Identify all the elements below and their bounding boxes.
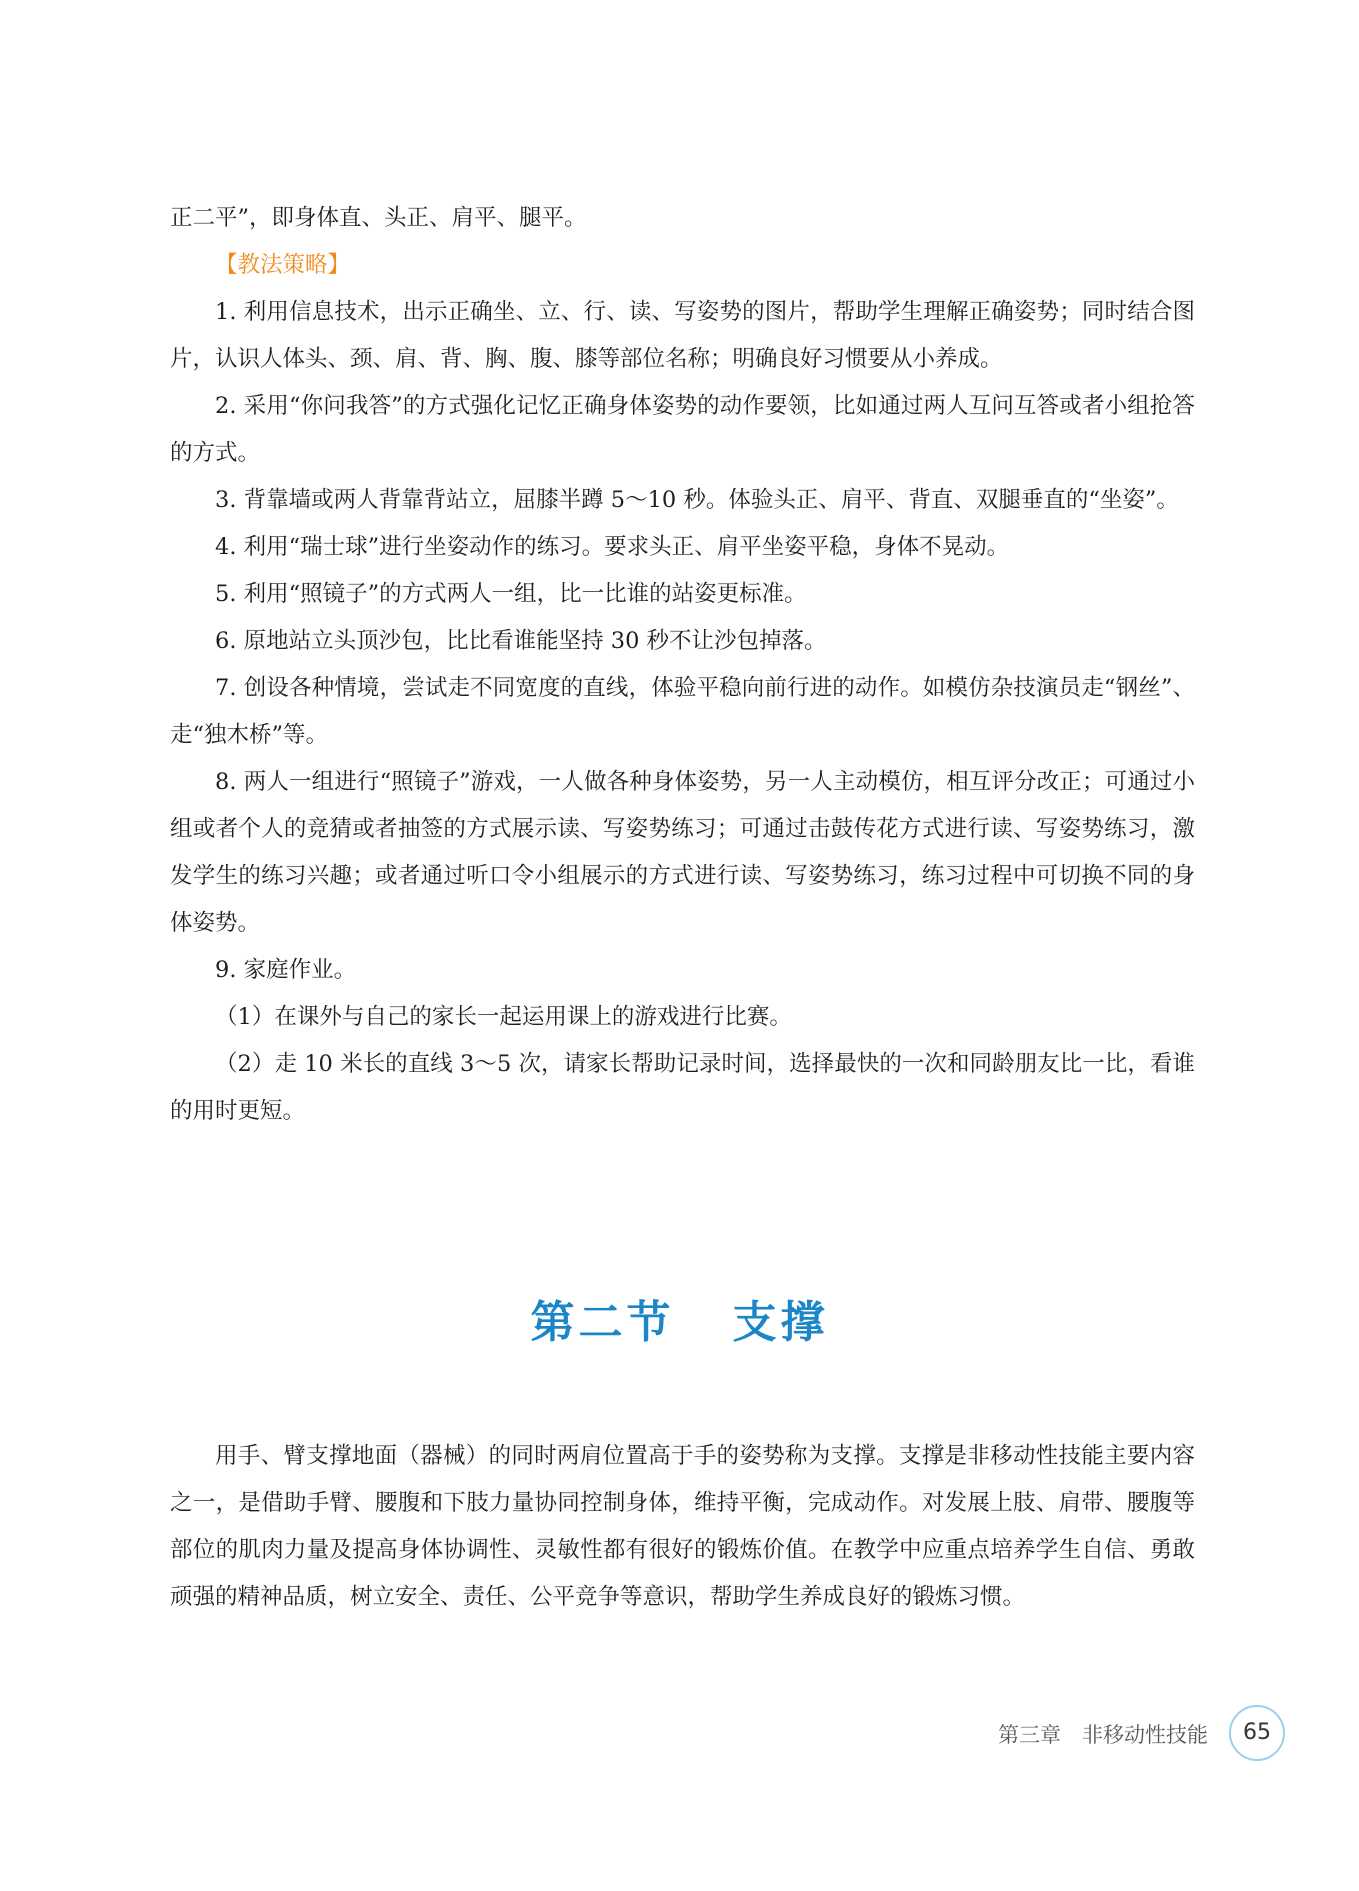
strategy-item-1: 1. 利用信息技术，出示正确坐、立、行、读、写姿势的图片，帮助学生理解正确姿势；同时结合图片，认识人体头、颈、肩、背、胸、腹、膝等部位名称；明确良好习惯要从小养成。 (170, 299, 1195, 372)
strategy-item-7: 7. 创设各种情境，尝试走不同宽度的直线，体验平稳向前行进的动作。如模仿杂技演员走“钢丝”、走“独木桥”等。 (170, 675, 1195, 748)
intro-paragraph: 用手、臂支撑地面（器械）的同时两肩位置高于手的姿势称为支撑。支撑是非移动性技能主要内容之一，是借助手臂、腰腹和下肢力量协同控制身体，维持平衡，完成动作。对发展上肢、肩带、腰腹等部位的肌肉力量及提高身体协调性、灵敏性都有很好的锻炼价值。在教学中应重点培养学生自信、勇敢顽强的精神品质，树立安全、责任、公平竞争等意识，帮助学生养成良好的锻炼习惯。 (170, 1443, 1195, 1610)
body-text (170, 195, 1195, 1135)
homework-item-2: （2）走 10 米长的直线 3～5 次，请家长帮助记录时间，选择最快的一次和同龄朋友比一比，看谁的用时更短。 (170, 1051, 1195, 1124)
homework-item-1: （1）在课外与自己的家长一起运用课上的游戏进行比赛。 (215, 1004, 792, 1030)
section-name: 支撑 (732, 1297, 829, 1348)
continuation-paragraph: 正二平”，即身体直、头正、肩平、腿平。 (170, 205, 587, 231)
strategy-item-4: 4. 利用“瑞士球”进行坐姿动作的练习。要求头正、肩平坐姿平稳，身体不晃动。 (215, 534, 1010, 560)
strategy-item-2: 2. 采用“你问我答”的方式强化记忆正确身体姿势的动作要领，比如通过两人互问互答或者小组抢答的方式。 (170, 393, 1195, 466)
strategy-item-3: 3. 背靠墙或两人背靠背站立，屈膝半蹲 5～10 秒。体验头正、肩平、背直、双腿垂直的“坐姿”。 (215, 487, 1179, 513)
chapter-footer: 第三章 非移动性技能 (998, 1723, 1208, 1747)
strategy-item-9: 9. 家庭作业。 (215, 957, 357, 983)
section-intro (170, 1433, 1195, 1621)
section-title (0, 1286, 1359, 1350)
strategy-item-6: 6. 原地站立头顶沙包，比比看谁能坚持 30 秒不让沙包掉落。 (215, 628, 827, 654)
strategy-item-8: 8. 两人一组进行“照镜子”游戏，一人做各种身体姿势，另一人主动模仿，相互评分改正；可通过小组或者个人的竞猜或者抽签的方式展示读、写姿势练习；可通过击鼓传花方式进行读、写姿势练习，激发学生的练习兴趣；或者通过听口令小组展示的方式进行读、写姿势练习，练习过程中可切换不同的身体姿势。 (170, 769, 1195, 936)
teaching-strategy-heading: 【教法策略】 (215, 252, 351, 278)
strategy-item-5: 5. 利用“照镜子”的方式两人一组，比一比谁的站姿更标准。 (215, 581, 807, 607)
page-number: 65 (1229, 1705, 1285, 1761)
section-number: 第二节 (530, 1297, 675, 1348)
